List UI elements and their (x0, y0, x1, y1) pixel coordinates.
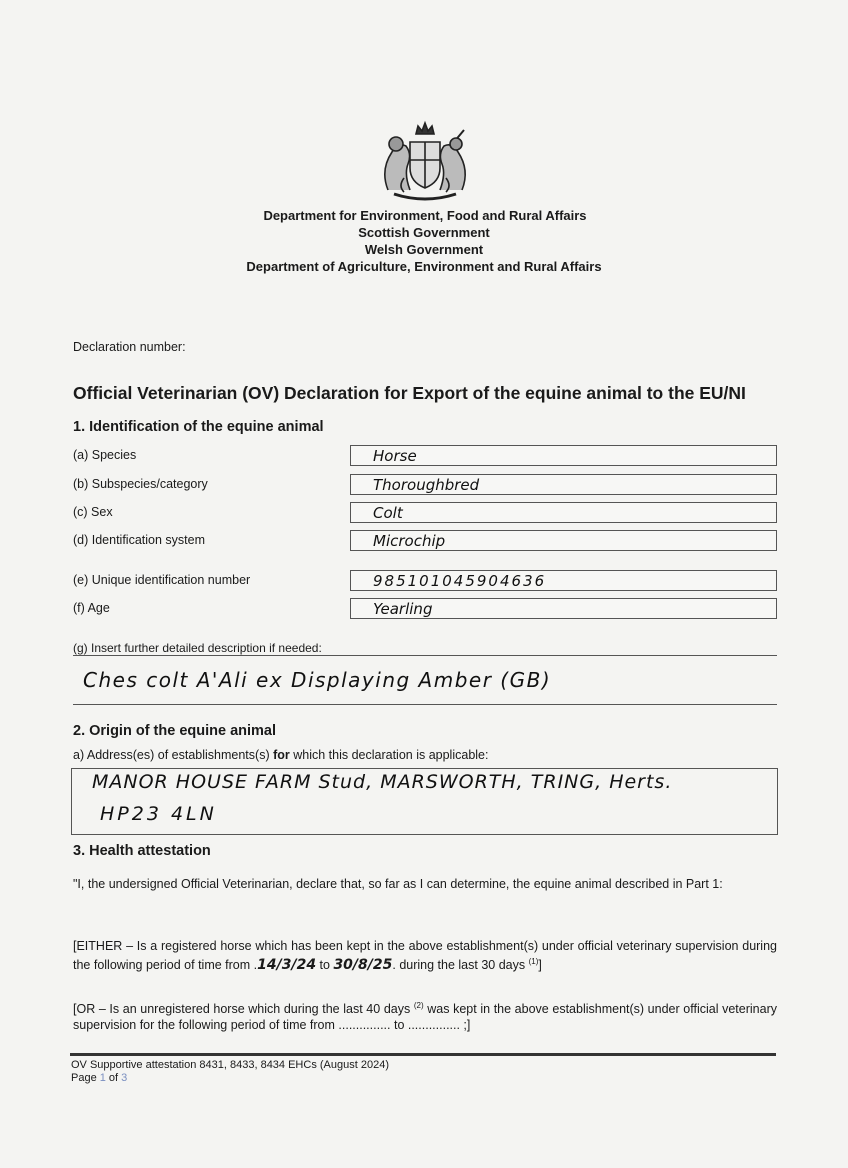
issuing-departments (0, 207, 848, 275)
sex-value: Colt (373, 504, 403, 522)
age-value: Yearling (373, 600, 433, 618)
identification-system-field[interactable] (350, 530, 777, 551)
period-to-value: 30/8/25 (333, 957, 393, 974)
establishment-address-field[interactable] (71, 768, 778, 835)
page-indicator: Page 1 of 3 (71, 1072, 128, 1084)
page-title: Official Veterinarian (OV) Declaration for Export of the equine animal to the EU/NI (73, 383, 746, 403)
address-label: a) Address(es) of establishments(s) for which this declaration is applicable: (73, 748, 489, 762)
footer-divider (70, 1053, 776, 1056)
royal-coat-of-arms-icon (374, 120, 476, 202)
sex-field[interactable] (350, 502, 777, 523)
unique-id-label: (e) Unique identification number (73, 573, 251, 587)
unique-id-value: 985101045904636 (373, 572, 547, 590)
declaration-number-label: Declaration number: (73, 340, 186, 354)
or-clause: [OR – Is an unregistered horse which during the last 40 days $^{(2)}$ was kept in the above establishment(s) under official veterinary supervision for the following period of time from ............... to ............... ;] (73, 1001, 777, 1033)
species-field[interactable] (350, 445, 777, 466)
identification-system-label: (d) Identification system (73, 533, 205, 547)
species-label: (a) Species (73, 448, 137, 462)
species-value: Horse (373, 447, 417, 465)
unique-id-field[interactable] (350, 570, 777, 591)
department-name: Welsh Government (364, 242, 484, 257)
section1-heading: 1. Identification of the equine animal (73, 419, 324, 435)
section3-heading: 3. Health attestation (73, 843, 211, 859)
period-from-value: 14/3/24 (257, 957, 317, 974)
further-description-label: (g) Insert further detailed description if needed: (73, 641, 325, 655)
department-name: Department of Agriculture, Environment and Rural Affairs (246, 259, 602, 274)
footer-reference: OV Supportive attestation 8431, 8433, 8434 EHCs (August 2024) (71, 1059, 389, 1071)
age-field[interactable] (350, 598, 777, 619)
footer (71, 1059, 389, 1085)
department-name: Scottish Government (358, 225, 490, 240)
subspecies-field[interactable] (350, 474, 777, 495)
attestation-intro: "I, the undersigned Official Veterinarian, declare that, so far as I can determine, the equine animal described in Part 1: (73, 877, 723, 891)
subspecies-label: (b) Subspecies/category (73, 477, 208, 491)
age-label: (f) Age (73, 601, 110, 615)
department-name: Department for Environment, Food and Rural Affairs (263, 208, 587, 223)
further-description-field[interactable] (73, 641, 777, 705)
address-line-2: HP23 4LN (100, 803, 217, 825)
sex-label: (c) Sex (73, 505, 113, 519)
further-description-value: Ches colt A'Ali ex Displaying Amber (GB) (83, 668, 552, 692)
either-clause: [EITHER – Is a registered horse which has been kept in the above establishment(s) under official veterinary supervision during the following period of time from .14/3/24 to 30/8/25. during the last 30 days $^{(1)}$] (73, 939, 777, 974)
identification-system-value: Microchip (373, 532, 446, 550)
subspecies-value: Thoroughbred (373, 476, 480, 494)
address-line-1: MANOR HOUSE FARM Stud, MARSWORTH, TRING, Herts. (92, 771, 673, 793)
section2-heading: 2. Origin of the equine animal (73, 723, 277, 739)
